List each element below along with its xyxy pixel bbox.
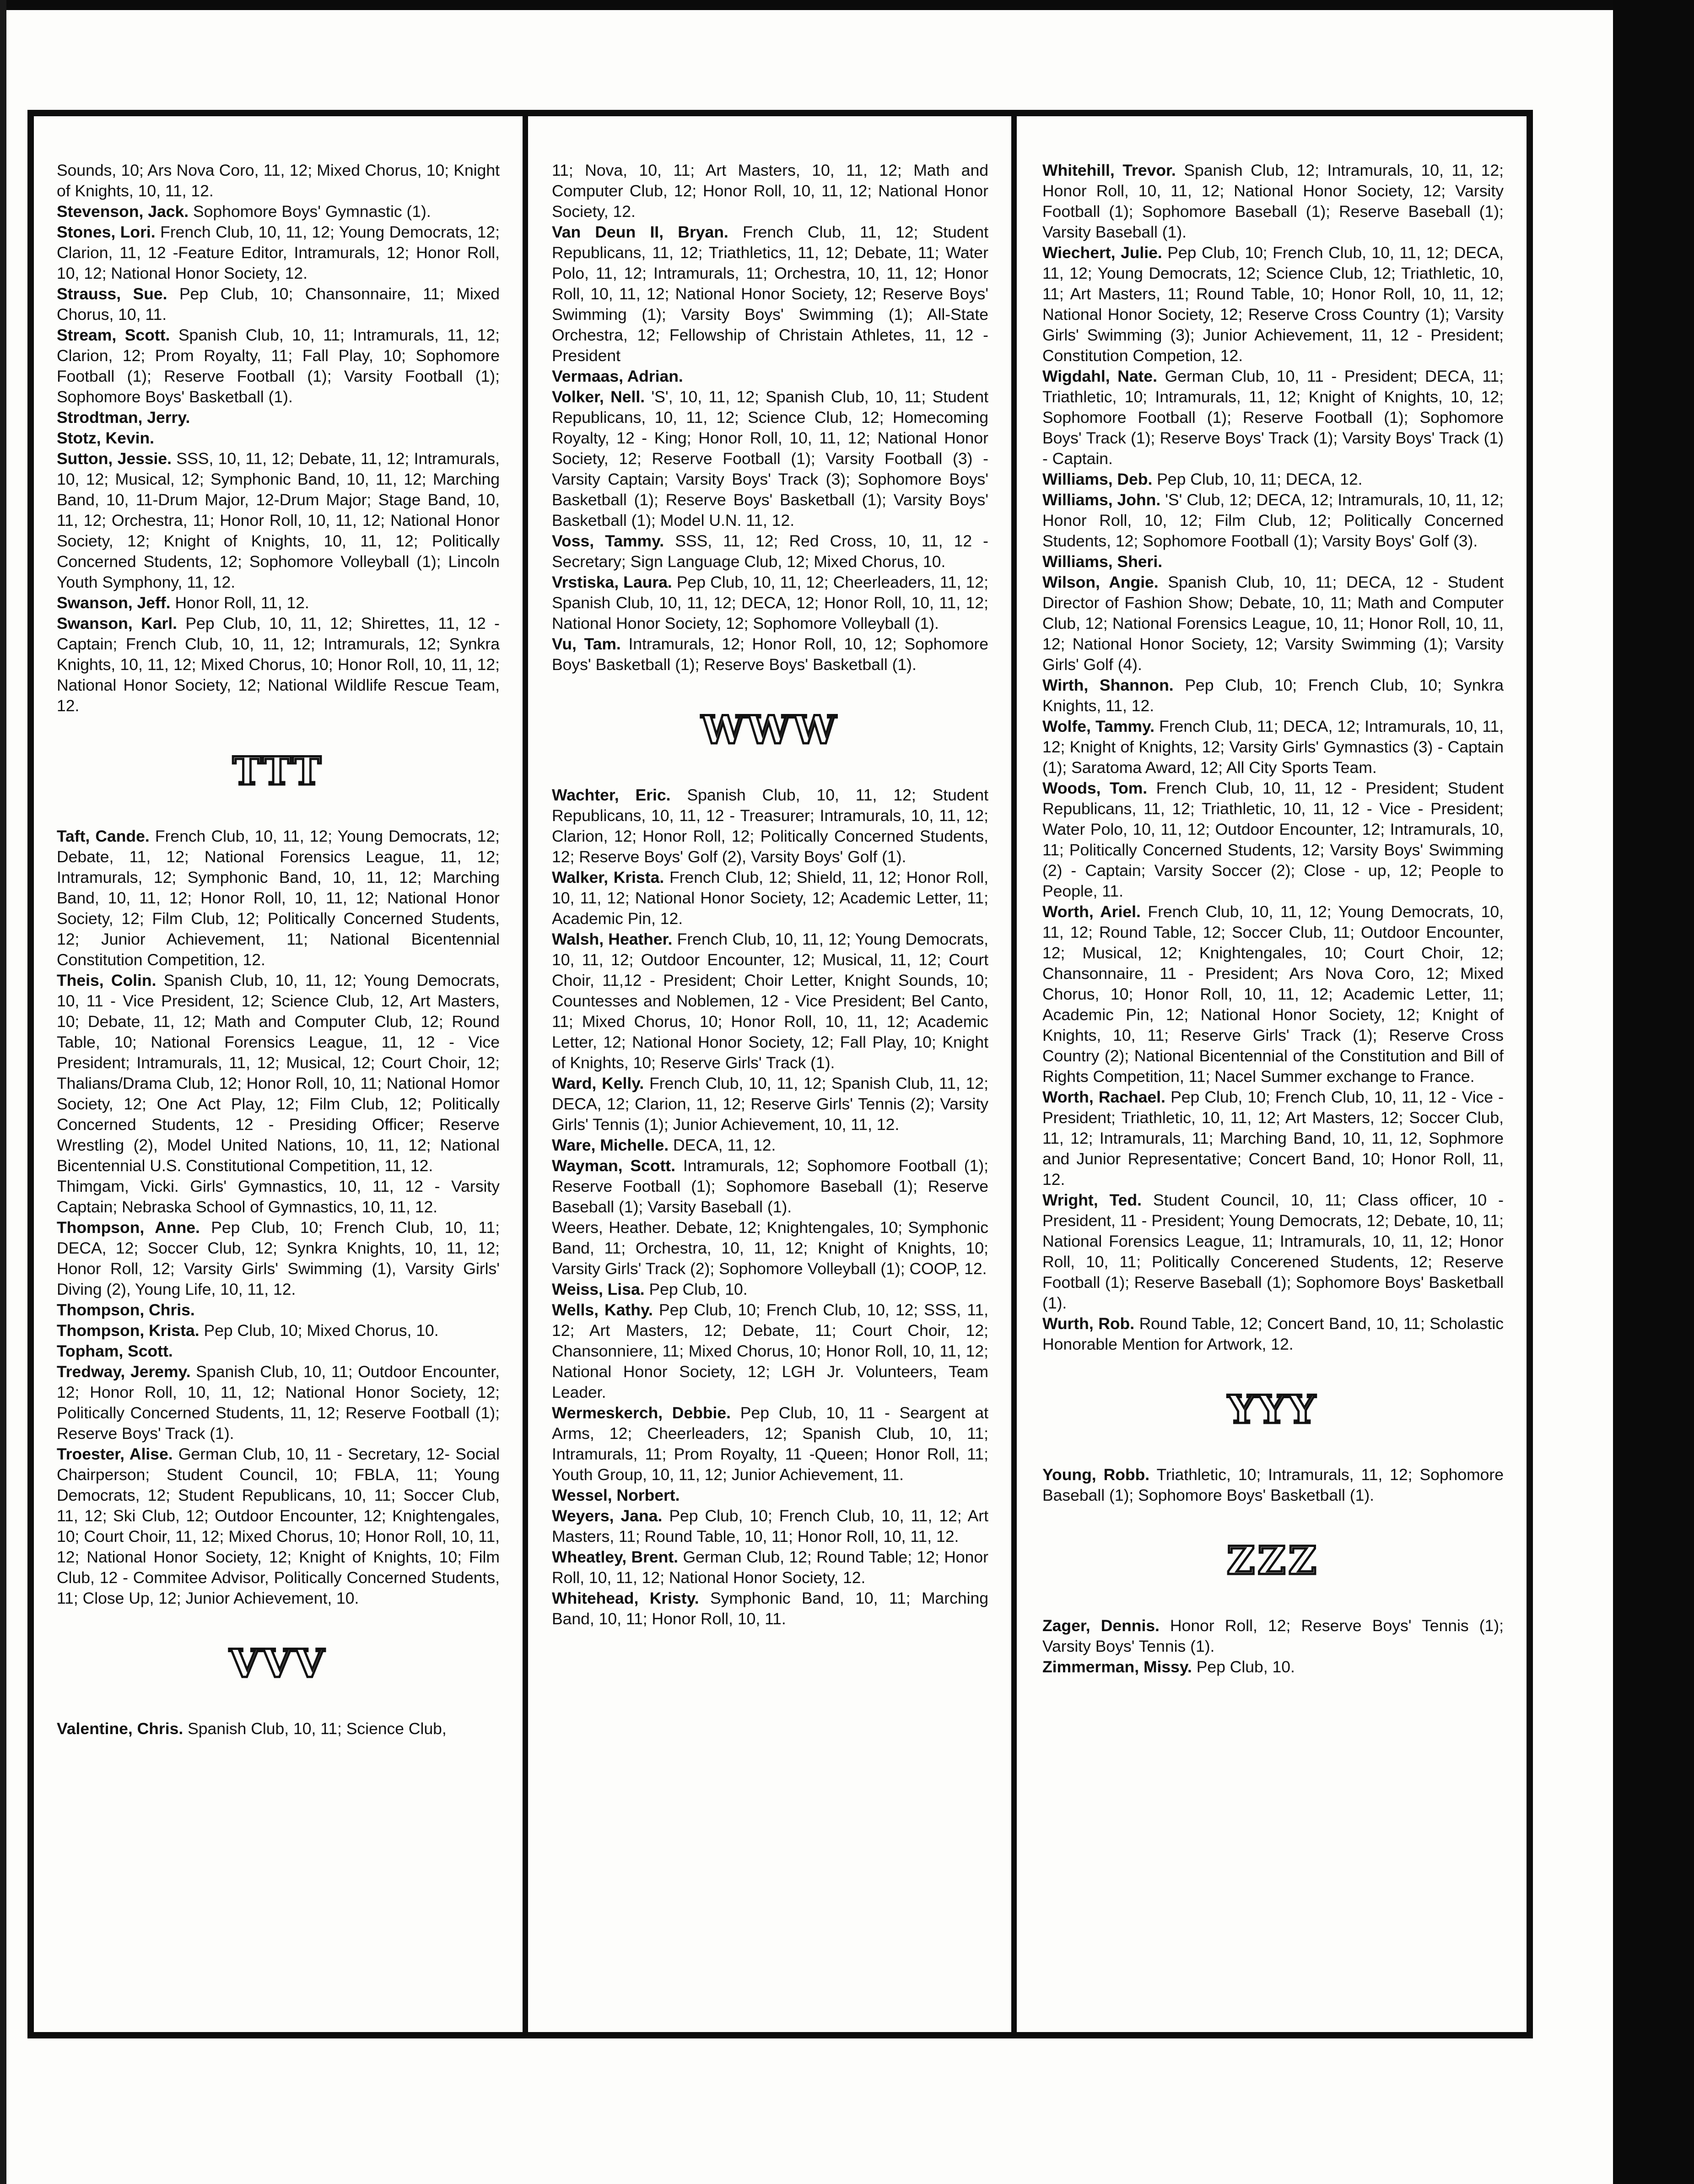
student-entry [1042,1087,1504,1190]
student-entry [552,1403,988,1485]
student-activities: Spanish Club, 12; Intramurals, 10, 11, 12; Honor Roll, 10, 11, 12; National Honor Society, 12; Varsity Football (1); Sophomore Baseball (1); Reserve Baseball (1); Varsity Baseball (1). [1042,161,1504,241]
student-name: Williams, Deb. [1042,470,1153,488]
student-activities: Pep Club, 10, 11 - Seargent at Arms, 12; Cheerleaders, 12; Spanish Club, 10, 11; Intramurals, 11; Prom Royalty, 11 -Queen; Honor Roll, 11; Youth Group, 10, 11, 12; Junior Achievement, 11. [552,1404,988,1484]
scan-edge-left [0,0,6,2184]
student-entry [552,387,988,531]
student-entry [57,222,500,284]
student-name: Wirth, Shannon. [1042,676,1174,694]
student-entry [57,325,500,407]
student-name: Walsh, Heather. [552,930,673,948]
student-entry [552,1135,988,1156]
student-activities: 11; Nova, 10, 11; Art Masters, 10, 11, 12; Math and Computer Club, 12; Honor Roll, 10, 11, 12; National Honor Society, 12. [552,161,988,221]
student-entry [1042,243,1504,366]
student-entry [552,366,988,387]
student-name: Ware, Michelle. [552,1136,669,1154]
student-name: Voss, Tammy. [552,532,664,550]
student-entry [1042,1190,1504,1314]
student-entry [552,634,988,675]
student-entry [57,613,500,716]
student-activities: Pep Club, 10; French Club, 10; Synkra Knights, 11, 12. [1042,676,1504,715]
student-name: Wilson, Angie. [1042,573,1159,591]
student-name: Valentine, Chris. [57,1719,183,1738]
student-entry [1042,675,1504,716]
student-entry [57,1719,500,1739]
student-activities: Spanish Club, 10, 11, 12; Young Democrats, 10, 11 - Vice President, 12; Science Club, 12, Art Masters, 10; Debate, 11, 12; Math and Computer Club, 12; Round Table, 10; National Forensics League, 11, 12 - Vice President; Intramurals, 11, 12; Musical, 12; Court Choir, 12; Thalians/Drama Club, 12; Honor Roll, 10, 11; National Homor Society, 12; One Act Play, 12; Film Club, 12; Politically Concerned Students, 12 - Presiding Officer; Reserve Wrestling (2), Model United Nations, 10, 11, 12; National Bicentennial U.S. Constitutional Competition, 11, 12. [57,971,500,1175]
student-activities: French Club, 11; DECA, 12; Intramurals, 10, 11, 12; Knight of Knights, 12; Varsity Girls' Gymnastics (3) - Captain (1); Saratoma Award, 12; All City Sports Team. [1042,717,1504,777]
student-entry [552,1506,988,1547]
student-entry [552,1156,988,1217]
student-name: Thompson, Krista. [57,1321,200,1340]
student-activities: SSS, 10, 11, 12; Debate, 11, 12; Intramurals, 10, 12; Musical, 12; Symphonic Band, 10, 11, 12; Marching Band, 10, 11-Drum Major, 12-Drum Major; Stage Band, 10, 11, 12; Orchestra, 11; Honor Roll, 10, 11, 12; National Honor Society, 12; Knight of Knights, 10, 11, 12; Politically Concerned Students, 12; Sophomore Volleyball (1); Lincoln Youth Symphony, 11, 12. [57,449,500,591]
student-entry [552,572,988,634]
student-name: Stevenson, Jack. [57,202,189,221]
index-column-1 [34,116,523,2032]
student-activities: Sophomore Boys' Gymnastic (1). [193,202,431,221]
student-name: Vermaas, Adrian. [552,367,683,385]
index-column-2 [529,116,1011,2032]
student-entry [1042,1465,1504,1506]
student-name: Stream, Scott. [57,326,170,344]
student-name: Thompson, Anne. [57,1218,200,1237]
student-activities: Symphonic Band, 10, 11; Marching Band, 10, 11; Honor Roll, 10, 11. [552,1589,988,1628]
student-entry [1042,902,1504,1087]
student-entry [1042,366,1504,469]
student-name: Woods, Tom. [1042,779,1148,797]
student-name: Volker, Nell. [552,388,645,406]
student-name: Thompson, Chris. [57,1301,195,1319]
student-activities: Sounds, 10; Ars Nova Coro, 11, 12; Mixed Chorus, 10; Knight of Knights, 10, 11, 12. [57,161,500,200]
student-activities: Student Council, 10, 11; Class officer, 10 - President, 11 - President; Young Democrats, 12; Debate, 10, 11; National Forensics League, 11; Intramurals, 10, 11, 12; Honor Roll, 10, 11; Politically Concerened Students, 12; Reserve Football (1); Reserve Baseball (1); Sophomore Boys' Basketball (1). [1042,1191,1504,1312]
student-entry [552,929,988,1073]
student-name: Weyers, Jana. [552,1507,663,1525]
student-activities: Pep Club, 10; French Club, 10, 11, 12 - Vice - President; Triathletic, 10, 11, 12; Art Masters, 12; Soccer Club, 11, 12; Intramurals, 11; Marching Band, 10, 11, 12, Sophmore and Junior Representative; Concert Band, 10; Honor Roll, 11, 12. [1042,1088,1504,1189]
student-activities: Round Table, 12; Concert Band, 10, 11; Scholastic Honorable Mention for Artwork, 12. [1042,1314,1504,1353]
student-entry [1042,551,1504,572]
student-activities: Pep Club, 10, 11, 12; Shirettes, 11, 12 - Captain; French Club, 10, 11, 12; Intramurals, 12; Synkra Knights, 10, 11, 12; Mixed Chorus, 10; Honor Roll, 10, 11, 12; National Honor Society, 12; National Wildlife Rescue Team, 12. [57,614,500,715]
student-name: Wachter, Eric. [552,786,671,804]
student-name: Zimmerman, Missy. [1042,1658,1192,1676]
student-activities: German Club, 10, 11 - Secretary, 12- Social Chairperson; Student Council, 10; FBLA, 11; Young Democrats, 12; Student Republicans, 10, 11; Soccer Club, 11, 12; Ski Club, 12; Outdoor Encounter, 12; Knightengales, 10; Court Choir, 11, 12; Mixed Chorus, 10; Honor Roll, 10, 11, 12; National Honor Society, 12; Knight of Knights, 10; Film Club, 12 - Commitee Advisor, Politically Concerned Students, 11; Close Up, 12; Junior Achievement, 10. [57,1445,500,1607]
letter-section-heading: TTT [232,748,324,794]
student-activities: Pep Club, 10; French Club, 10, 12; SSS, 11, 12; Art Masters, 12; Debate, 11; Court Choir, 12; Chansonniere, 11; Mixed Chorus, 10; Honor Roll, 10, 11, 12; National Honor Society, 12; LGH Jr. Volunteers, Team Leader. [552,1301,989,1401]
student-name: Wermeskerch, Debbie. [552,1404,731,1422]
student-entry [1042,1314,1504,1355]
student-entry [552,531,988,572]
student-entry [57,1362,500,1444]
student-name: Wright, Ted. [1042,1191,1142,1209]
student-name: Young, Robb. [1042,1465,1150,1484]
student-name: Williams, John. [1042,491,1161,509]
index-column-3 [1020,116,1527,2032]
student-activities: Pep Club, 10; French Club, 10, 11, 12; DECA, 11, 12; Young Democrats, 12; Science Club, 12; Triathletic, 10, 11; Art Masters, 11; Round Table, 10; Honor Roll, 10, 11, 12; National Honor Society, 12; Reserve Cross Country (1); Varsity Girls' Swimming (3); Junior Achievement, 11, 12 - President; Constitution Competion, 12. [1042,243,1504,365]
student-name: Vrstiska, Laura. [552,573,672,591]
student-entry [57,160,500,201]
column-divider [523,116,528,2032]
student-entry [1042,160,1504,243]
student-activities: Intramurals, 12; Sophomore Football (1); Reserve Football (1); Sophomore Baseball (1); Reserve Baseball (1); Varsity Baseball (1). [552,1157,988,1216]
student-entry [57,970,500,1176]
student-name: Stotz, Kevin. [57,429,155,447]
student-activities: Honor Roll, 12; Reserve Boys' Tennis (1); Varsity Boys' Tennis (1). [1042,1616,1504,1655]
scan-edge-top [0,0,1694,10]
student-entry [57,1320,500,1341]
student-activities: SSS, 11, 12; Red Cross, 10, 11, 12 - Secretary; Sign Language Club, 12; Mixed Chorus, 10. [552,532,988,571]
student-name: Walker, Krista. [552,868,664,887]
student-name: Wells, Kathy. [552,1301,653,1319]
student-activities: French Club, 10, 11, 12; Young Democrats, 12; Debate, 11, 12; National Forensics League, 11, 12; Intramurals, 12; Symphonic Band, 10, 11, 12; Marching Band, 10, 11, 12; Honor Roll, 10, 11, 12; National Honor Society, 12; Film Club, 12; Politically Concerned Students, 12; Junior Achievement, 11; National Bicentennial Constitution Competition, 12. [57,827,500,969]
student-entry [1042,490,1504,551]
student-entry [1042,1616,1504,1657]
student-name: Ward, Kelly. [552,1074,644,1092]
student-name: Wheatley, Brent. [552,1548,679,1566]
student-entry [552,867,988,929]
student-entry [1042,1657,1504,1677]
student-activities: Spanish Club, 10, 11; DECA, 12 - Student Director of Fashion Show; Debate, 10, 11; Math and Computer Club, 12; National Forensics League, 10, 11; Honor Roll, 10, 11, 12; National Honor Society, 12; Varsity Swimming (1); Varsity Girls' Golf (4). [1042,573,1504,674]
student-name: Tredway, Jeremy. [57,1362,191,1381]
student-activities: Pep Club, 10, 11, 12; Cheerleaders, 11, 12; Spanish Club, 10, 11, 12; DECA, 12; Honor Roll, 10, 11, 12; National Honor Society, 12; Sophomore Volleyball (1). [552,573,988,632]
letter-section-heading: ZZZ [1227,1538,1319,1583]
student-activities: Spanish Club, 10, 11, 12; Student Republicans, 10, 11, 12 - Treasurer; Intramurals, 10, 11, 12; Clarion, 12; Honor Roll, 12; Politically Concerned Students, 12; Reserve Boys' Golf (2), Varsity Boys' Golf (1). [552,786,988,866]
student-entry [57,201,500,222]
student-entry [552,222,988,366]
student-name: Taft, Cande. [57,827,150,845]
student-activities: German Club, 10, 11 - President; DECA, 11; Triathletic, 10; Intramurals, 11, 12; Knight of Knights, 10, 12; Sophomore Football (1); Reserve Football (1); Sophomore Boys' Track (1); Reserve Boys' Track (1); Varsity Boys' Track (1) - Captain. [1042,367,1504,468]
student-name: Whitehill, Trevor. [1042,161,1176,179]
student-activities: 'S', 10, 11, 12; Spanish Club, 10, 11; Student Republicans, 10, 11, 12; Science Club, 12; Homecoming Royalty, 12 - King; Honor Roll, 10, 11, 12; National Honor Society, 12; Reserve Football (1); Varsity Football (3) - Varsity Captain; Varsity Boys' Track (3); Sophomore Boys' Basketball (1); Reserve Boys' Basketball (1); Varsity Boys' Basketball (1); Model U.N. 11, 12. [552,388,988,530]
student-name: Weiss, Lisa. [552,1280,645,1298]
student-name: Sutton, Jessie. [57,449,172,468]
student-entry [57,826,500,970]
student-activities: Pep Club, 10; French Club, 10, 11, 12; Art Masters, 11; Round Table, 10, 11; Honor Roll, 10, 11, 12. [552,1507,988,1546]
student-entry [552,1588,988,1629]
student-entry [57,428,500,449]
student-name: Wayman, Scott. [552,1157,675,1175]
student-entry [57,593,500,613]
student-activities: French Club, 11, 12; Student Republicans, 11, 12; Triathletics, 11, 12; Debate, 11; Water Polo, 11, 12; Intramurals, 11; Orchestra, 10, 11, 12; Honor Roll, 10, 11, 12; National Honor Society, 12; Reserve Boys' Swimming (1); Varsity Boys' Swimming (1); All-State Orchestra, 12; Fellowship of Christain Athletes, 11, 12 - President [552,223,988,365]
student-name: Topham, Scott. [57,1342,173,1360]
student-name: Theis, Colin. [57,971,156,989]
student-entry [57,1341,500,1362]
student-name: Zager, Dennis. [1042,1616,1160,1635]
student-name: Stones, Lori. [57,223,156,241]
student-name: Wessel, Norbert. [552,1486,680,1504]
student-activities: Spanish Club, 10, 11; Intramurals, 11, 12; Clarion, 12; Prom Royalty, 11; Fall Play, 10; Sophomore Football (1); Reserve Football (1); Varsity Football (1); Sophomore Boys' Basketball (1). [57,326,500,406]
student-entry [57,1300,500,1320]
student-entry [552,1217,988,1279]
student-activities: French Club, 10, 11, 12; Young Democrats, 12; Clarion, 11, 12 -Feature Editor, Intramurals, 12; Honor Roll, 10, 12; National Honor Society, 12. [57,223,500,282]
student-activities: French Club, 10, 11, 12 - President; Student Republicans, 11, 12; Triathletic, 10, 11, 12 - Vice - President; Water Polo, 10, 11, 12; Outdoor Encounter, 12; Intramurals, 10, 11; Politically Concerned Students, 12; Varsity Boys' Swimming (2) - Captain; Varsity Soccer (2); Close - up, 12; People to People, 11. [1042,779,1504,900]
student-name: Williams, Sheri. [1042,552,1163,571]
index-page-frame [27,110,1533,2038]
student-name: Wigdahl, Nate. [1042,367,1157,385]
student-activities: French Club, 10, 11, 12; Young Democrats, 10, 11, 12; Outdoor Encounter, 12; Musical, 11, 12; Court Choir, 11,12 - President; Choir Letter, Knight Sounds, 10; Countesses and Noblemen, 12 - Vice President; Bel Canto, 11; Mixed Chorus, 10; Honor Roll, 10, 11, 12; Academic Letter, 12; National Honor Society, 12; Fall Play, 10; Knight of Knights, 10; Reserve Girls' Track (1). [552,930,988,1072]
student-activities: Intramurals, 12; Honor Roll, 10, 12; Sophomore Boys' Basketball (1); Reserve Boys' Basketball (1). [552,635,988,674]
student-entry [552,1279,988,1300]
student-entry [1042,572,1504,675]
student-name: Wurth, Rob. [1042,1314,1135,1333]
student-entry [552,1073,988,1135]
student-entry [57,1444,500,1609]
student-activities: French Club, 10, 11, 12; Spanish Club, 11, 12; DECA, 12; Clarion, 11, 12; Reserve Girls' Tennis (2); Varsity Girls' Tennis (1); Junior Achievement, 10, 11, 12. [552,1074,988,1134]
student-name: Strodtman, Jerry. [57,408,190,427]
student-activities: Triathletic, 10; Intramurals, 11, 12; Sophomore Baseball (1); Sophomore Boys' Basketball (1). [1042,1465,1504,1504]
student-entry [57,449,500,593]
student-name: Swanson, Jeff. [57,594,171,612]
student-entry [57,407,500,428]
student-entry [552,785,988,867]
student-activities: German Club, 12; Round Table; 12; Honor Roll, 10, 11, 12; National Honor Society, 12. [552,1548,988,1587]
student-name: Vu, Tam. [552,635,621,653]
student-activities: DECA, 11, 12. [673,1136,776,1154]
student-activities: Spanish Club, 10, 11; Science Club, [188,1719,447,1738]
student-activities: Pep Club, 10; Mixed Chorus, 10. [204,1321,439,1340]
scan-edge-right [1613,0,1694,2184]
student-name: Strauss, Sue. [57,285,167,303]
student-activities: French Club, 10, 11, 12; Young Democrats, 10, 11, 12; Round Table, 12; Soccer Club, 11; Outdoor Encounter, 12; Musical, 12; Knightengales, 10; Court Choir, 12; Chansonnaire, 11 - President; Ars Nova Coro, 12; Mixed Chorus, 10; Honor Roll, 10, 11, 12; Academic Letter, 11; Academic Pin, 12; National Honor Society, 12; Knight of Knights, 10, 11; Reserve Girls' Track (1); Reserve Cross Country (2); National Bicentennial of the Constitution and Bill of Rights Competition, 11; Nacel Summer exchange to France. [1042,903,1504,1086]
student-entry [552,1547,988,1588]
student-name: Van Deun II, Bryan. [552,223,728,241]
student-activities: Pep Club, 10; French Club, 10, 11; DECA, 12; Soccer Club, 12; Synkra Knights, 10, 11, 12; Honor Roll, 12; Varsity Girls' Swimming (1), Varsity Girls' Diving (2), Young Life, 10, 11, 12. [57,1218,500,1298]
student-entry [57,284,500,325]
student-entry [1042,778,1504,902]
student-name: Wolfe, Tammy. [1042,717,1155,735]
student-name: Swanson, Karl. [57,614,178,632]
student-activities: Pep Club, 10; Chansonnaire, 11; Mixed Chorus, 10, 11. [57,285,500,324]
student-entry [552,160,988,222]
student-activities: 'S' Club, 12; DECA, 12; Intramurals, 10, 11, 12; Honor Roll, 10, 12; Film Club, 12; Politically Concerned Students, 12; Sophomore Football (1); Varsity Boys' Golf (3). [1042,491,1504,550]
student-entry [1042,716,1504,778]
student-activities: Weers, Heather. Debate, 12; Knightengales, 10; Symphonic Band, 11; Orchestra, 10, 11, 12; Knight of Knights, 10; Varsity Girls' Track (2); Sophomore Volleyball (1); COOP, 12. [552,1218,988,1278]
student-name: Troester, Alise. [57,1445,173,1463]
student-entry [552,1485,988,1506]
student-activities: Pep Club, 10. [649,1280,748,1298]
letter-section-heading: WWW [701,707,839,752]
student-name: Whitehead, Kristy. [552,1589,699,1607]
student-activities: Honor Roll, 11, 12. [175,594,309,612]
student-entry [57,1217,500,1300]
student-entry [552,1300,988,1403]
student-entry [57,1176,500,1217]
student-activities: Pep Club, 10. [1196,1658,1295,1676]
column-divider [1011,116,1017,2032]
letter-section-heading: YYY [1228,1387,1318,1432]
student-activities: Pep Club, 10, 11; DECA, 12. [1157,470,1363,488]
student-entry [1042,469,1504,490]
student-activities: Spanish Club, 10, 11; Outdoor Encounter, 12; Honor Roll, 10, 11, 12; National Honor Society, 12; Politically Concerned Students, 11, 12; Reserve Football (1); Reserve Boys' Track (1). [57,1362,500,1443]
student-name: Worth, Rachael. [1042,1088,1165,1106]
student-name: Worth, Ariel. [1042,903,1141,921]
student-activities: French Club, 12; Shield, 11, 12; Honor Roll, 10, 11, 12; National Honor Society, 12; Academic Letter, 11; Academic Pin, 12. [552,868,988,928]
letter-section-heading: VVV [229,1641,327,1686]
student-name: Wiechert, Julie. [1042,243,1162,262]
student-activities: Thimgam, Vicki. Girls' Gymnastics, 10, 11, 12 - Varsity Captain; Nebraska School of Gymnastics, 10, 11, 12. [57,1177,500,1216]
